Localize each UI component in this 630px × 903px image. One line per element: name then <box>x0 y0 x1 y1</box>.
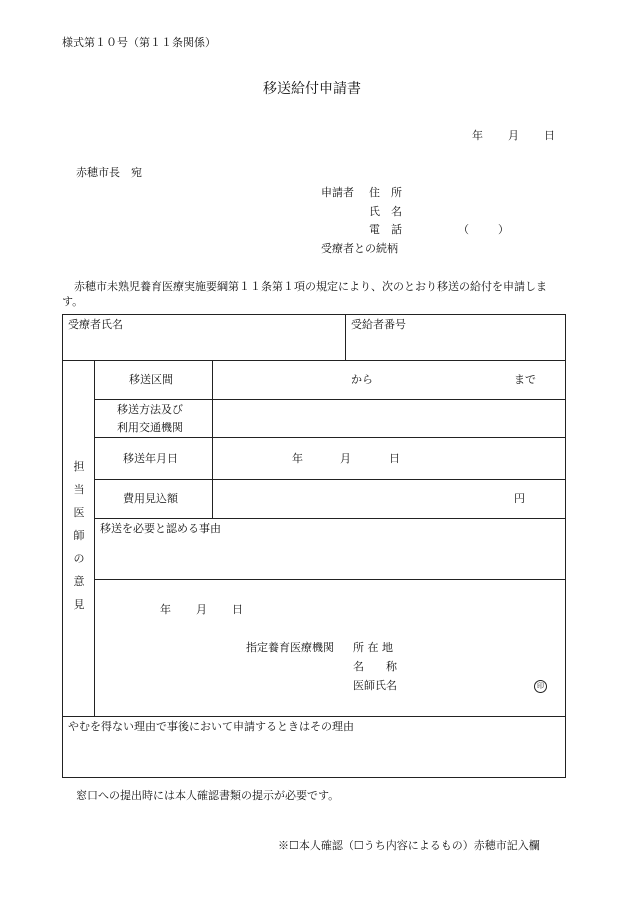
transfer-date-month: 月 <box>340 452 351 465</box>
applicant-label: 申請者 <box>321 186 354 199</box>
seal-mark: 印 <box>534 680 547 693</box>
date-month-label: 月 <box>508 129 519 142</box>
intro-paragraph: 赤穂市未熟児養育医療実施要綱第１１条第１項の規定により、次のとおり移送の給付を申請します。 <box>62 280 547 308</box>
transfer-date-year: 年 <box>292 452 303 465</box>
transfer-to-label: まで <box>514 373 536 386</box>
designated-institution-label: 指定養育医療機関 <box>246 641 334 654</box>
phone-paren-open: （ <box>458 223 469 236</box>
date-year-label: 年 <box>472 129 483 142</box>
date-day-label: 日 <box>544 129 555 142</box>
addressee: 赤穂市長 宛 <box>76 166 142 179</box>
institution-name-label: 名 称 <box>353 660 397 673</box>
transfer-date-label: 移送年月日 <box>123 452 178 465</box>
form-number: 様式第１０号（第１１条関係） <box>62 36 216 49</box>
transfer-reason-label: 移送を必要と認める事由 <box>100 522 221 535</box>
doctor-name-label: 医師氏名 <box>353 679 397 692</box>
page-title: 移送給付申請書 <box>263 81 361 97</box>
applicant-name-label: 氏 名 <box>369 205 402 218</box>
transfer-section-label: 移送区間 <box>129 373 173 386</box>
transfer-from-label: から <box>351 373 373 386</box>
institution-location-label: 所 在 地 <box>353 641 393 654</box>
transfer-method-label-1: 移送方法及び <box>117 403 183 416</box>
doctor-date-day: 日 <box>232 603 243 616</box>
applicant-relation-label: 受療者との続柄 <box>321 242 398 255</box>
doctor-date-month: 月 <box>196 603 207 616</box>
transfer-date-day: 日 <box>389 452 400 465</box>
doctor-date-year: 年 <box>160 603 171 616</box>
applicant-address-label: 住 所 <box>369 186 402 199</box>
yen-unit: 円 <box>514 492 525 505</box>
estimated-cost-label: 費用見込額 <box>123 492 178 505</box>
transfer-method-label-2: 利用交通機関 <box>117 421 183 434</box>
patient-name-label: 受療者氏名 <box>68 318 123 331</box>
phone-paren-close: ） <box>498 223 509 236</box>
applicant-phone-label: 電 話 <box>369 223 402 236</box>
late-reason-label: やむを得ない理由で事後において申請するときはその理由 <box>68 720 354 733</box>
physician-opinion-side-label: 担 当 医 師 の 意 見 <box>73 460 85 611</box>
recipient-number-label: 受給者番号 <box>351 318 406 331</box>
counter-note: 窓口への提出時には本人確認書類の提示が必要です。 <box>76 789 340 802</box>
office-use-note: ※☐本人確認（☐うち内容によるもの）赤穂市記入欄 <box>278 839 540 852</box>
